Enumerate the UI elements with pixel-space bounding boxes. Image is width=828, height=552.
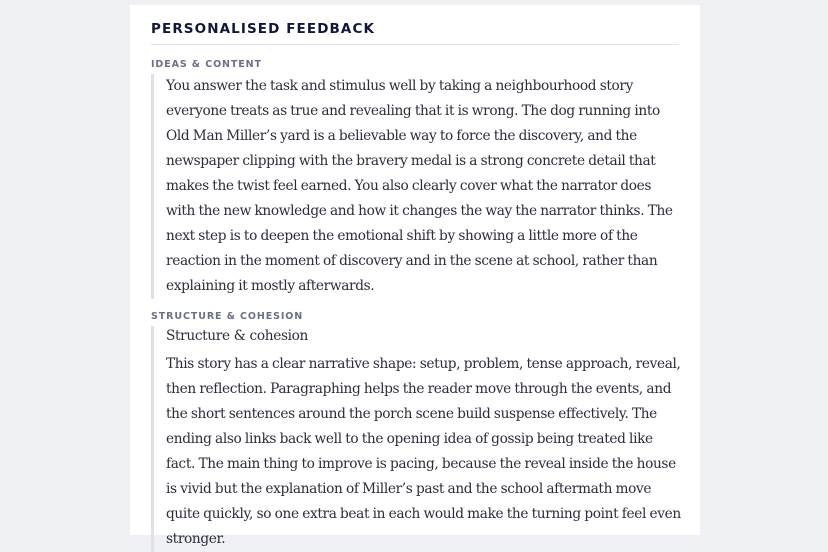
structure-cohesion-block bbox=[151, 326, 682, 552]
structure-cohesion-text: This story has a clear narrative shape: setup, problem, tense approach, reveal, then reflection. Paragraphing helps the reader move through the events, and the short sentences around the porch scene build suspense effectively. The ending also links back well to the opening idea of gossip being treated like fact. The main thing to improve is pacing, because the reveal inside the house is vivid but the explanation of Miller’s past and the school aftermath move quite quickly, so one extra beat in each would make the turning point feel even stronger. bbox=[166, 356, 681, 547]
ideas-content-text: You answer the task and stimulus well by taking a neighbourhood story everyone treats as true and revealing that it is wrong. The dog running into Old Man Miller’s yard is a believable way to force the discovery, and the newspaper clipping with the bravery medal is a strong concrete detail that makes the twist feel earned. You also clearly cover what the narrator does with the new knowledge and how it changes the way the narrator thinks. The next step is to deepen the emotional shift by showing a little more of the reaction in the moment of discovery and in the scene at school, rather than explaining it mostly afterwards. bbox=[166, 78, 673, 294]
ideas-content-label: IDEAS & CONTENT bbox=[151, 59, 262, 70]
structure-cohesion-label: STRUCTURE & COHESION bbox=[151, 311, 304, 322]
feedback-title: PERSONALISED FEEDBACK bbox=[151, 21, 679, 45]
feedback-card bbox=[130, 5, 700, 547]
ideas-content-block bbox=[151, 74, 682, 299]
structure-cohesion-heading: Structure & cohesion bbox=[166, 328, 309, 344]
